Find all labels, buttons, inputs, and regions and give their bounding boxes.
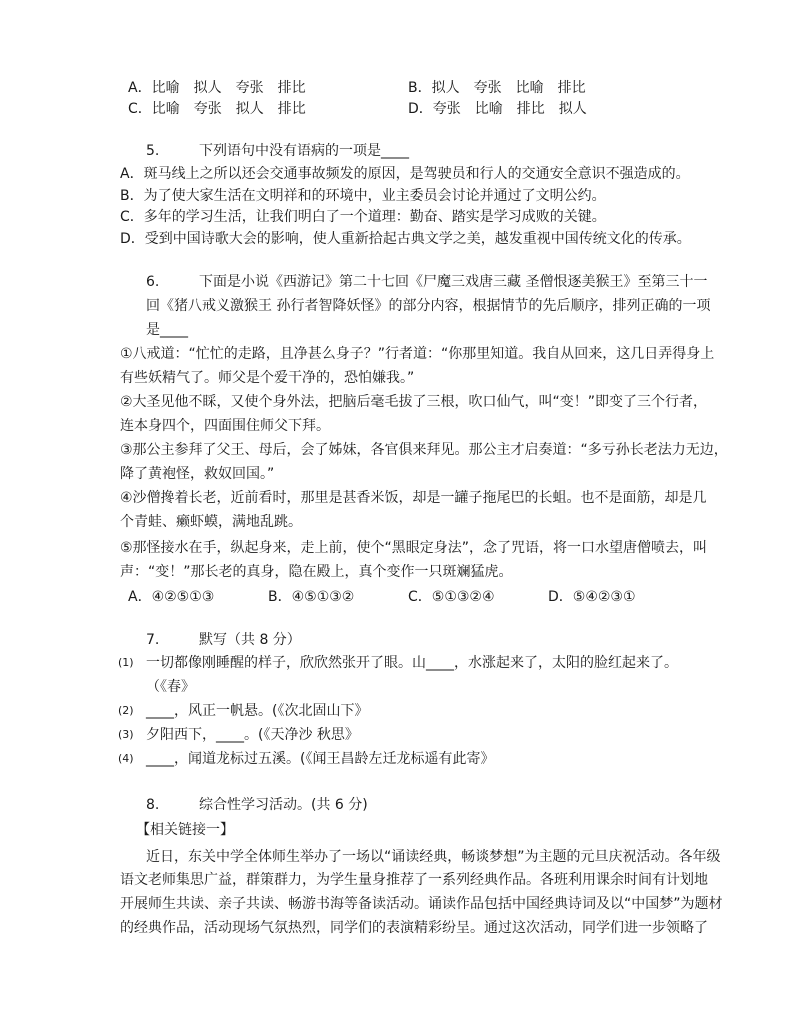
q7-number: 7. bbox=[146, 632, 160, 648]
q7-item-text: ____，风正一帆悬。(《次北固山下》 bbox=[146, 703, 369, 719]
q5-option-d: D．受到中国诗歌大会的影响，使人重新拾起古典文学之美，越发重视中国传统文化的传承。 bbox=[120, 231, 691, 247]
q6-passage-line: ⑤那怪接水在手，纵起身来，走上前，使个“黑眼定身法”，念了咒语，将一口水望唐僧喷去，叫 bbox=[120, 540, 708, 556]
q6-option-c: C．⑤①③②④ bbox=[408, 589, 495, 605]
q7-item-number: (2) bbox=[118, 704, 134, 717]
q6-passage-line: ①八戒道：“忙忙的走路，且净甚么身子？”行者道：“你那里知道。我自从回来，这几日弄得身上 bbox=[120, 346, 715, 362]
q6-passage-line: 连本身四个，四面围住师父下拜。 bbox=[120, 418, 330, 434]
q6-stem-line: 是____ bbox=[146, 322, 188, 338]
q6-stem-line: 回《猪八戒义激猴王 孙行者智降妖怪》的部分内容，根据情节的先后顺序，排列正确的一项 bbox=[146, 298, 711, 314]
q5-option-c: C．多年的学习生活，让我们明白了一个道理：勤奋、踏实是学习成败的关键。 bbox=[120, 209, 606, 225]
q7-item-number: (3) bbox=[118, 728, 134, 741]
q8-paragraph-line: 开展师生共读、亲子共读、畅游书海等备读活动。诵读作品包括中国经典诗词及以“中国梦”为题材 bbox=[120, 896, 723, 912]
q5-number: 5. bbox=[146, 143, 160, 159]
q8-paragraph-line: 语文老师集思广益，群策群力，为学生量身推荐了一系列经典作品。各班利用课余时间有计划地 bbox=[120, 872, 708, 888]
q5-option-b: B．为了使大家生活在文明祥和的环境中，业主委员会讨论并通过了文明公约。 bbox=[120, 188, 606, 204]
q6-passage-line: ②大圣见他不睬，又使个身外法，把脑后毫毛拔了三根，吹口仙气，叫“变！”即变了三个行者， bbox=[120, 394, 708, 410]
q6-option-a: A．④②⑤①③ bbox=[128, 589, 215, 605]
q4-option-a: A．比喻 拟人 夸张 排比 bbox=[128, 80, 306, 96]
q6-passage-line: 个青蛙、癞虾蟆，满地乱跳。 bbox=[120, 514, 302, 530]
q8-stem: 综合性学习活动。(共 6 分) bbox=[199, 797, 368, 813]
q6-option-d: D．⑤④②③① bbox=[548, 589, 636, 605]
q6-passage-line: 声：“变！”那长老的真身，隐在殿上，真个变作一只斑斓猛虎。 bbox=[120, 564, 513, 580]
q5-stem: 下列语句中没有语病的一项是____ bbox=[199, 143, 409, 159]
q6-passage-line: 降了黄袍怪，救奴回国。” bbox=[120, 466, 275, 482]
q7-item-number: (1) bbox=[118, 656, 134, 669]
q8-paragraph-line: 近日，东关中学全体师生举办了一场以“诵读经典，畅谈梦想”为主题的元旦庆祝活动。各年级 bbox=[146, 849, 721, 865]
q7-item-number: (4) bbox=[118, 752, 134, 765]
q7-stem: 默写（共 8 分） bbox=[199, 632, 301, 648]
q7-item-source: （《春》 bbox=[146, 679, 195, 695]
q8-link-title: 【相关链接一】 bbox=[136, 822, 234, 838]
q8-paragraph-line: 的经典作品，活动现场气氛热烈，同学们的表演精彩纷呈。通过这次活动，同学们进一步领略了 bbox=[120, 920, 708, 936]
q6-stem-line: 下面是小说《西游记》第二十七回《尸魔三戏唐三藏 圣僧恨逐美猴王》至第三十一 bbox=[199, 274, 708, 290]
q8-number: 8. bbox=[146, 797, 160, 813]
q4-option-d: D．夸张 比喻 排比 拟人 bbox=[408, 101, 587, 117]
q4-option-b: B．拟人 夸张 比喻 排比 bbox=[408, 80, 586, 96]
q7-item-text: 一切都像刚睡醒的样子，欣欣然张开了眼。山____，水涨起来了，太阳的脸红起来了。 bbox=[146, 655, 678, 671]
q5-option-a: A．斑马线上之所以还会交通事故频发的原因，是驾驶员和行人的交通安全意识不强造成的。 bbox=[120, 166, 690, 182]
q7-item-text: ____，闻道龙标过五溪。(《闻王昌龄左迁龙标遥有此寄》 bbox=[146, 751, 495, 767]
q4-option-c: C．比喻 夸张 拟人 排比 bbox=[128, 101, 306, 117]
q7-item-text: 夕阳西下，____。(《天净沙 秋思》 bbox=[146, 727, 359, 743]
q6-number: 6. bbox=[146, 274, 160, 290]
q6-passage-line: ③那公主参拜了父王、母后，会了姊妹，各官俱来拜见。那公主才启奏道：“多亏孙长老法力无边， bbox=[120, 442, 728, 458]
q6-option-b: B．④⑤①③② bbox=[268, 589, 355, 605]
q6-passage-line: 有些妖精气了。师父是个爱干净的，恐怕嫌我。” bbox=[120, 370, 415, 386]
q6-passage-line: ④沙僧搀着长老，近前看时，那里是甚香米饭，却是一罐子拖尾巴的长蛆。也不是面筋，却是几 bbox=[120, 490, 707, 506]
